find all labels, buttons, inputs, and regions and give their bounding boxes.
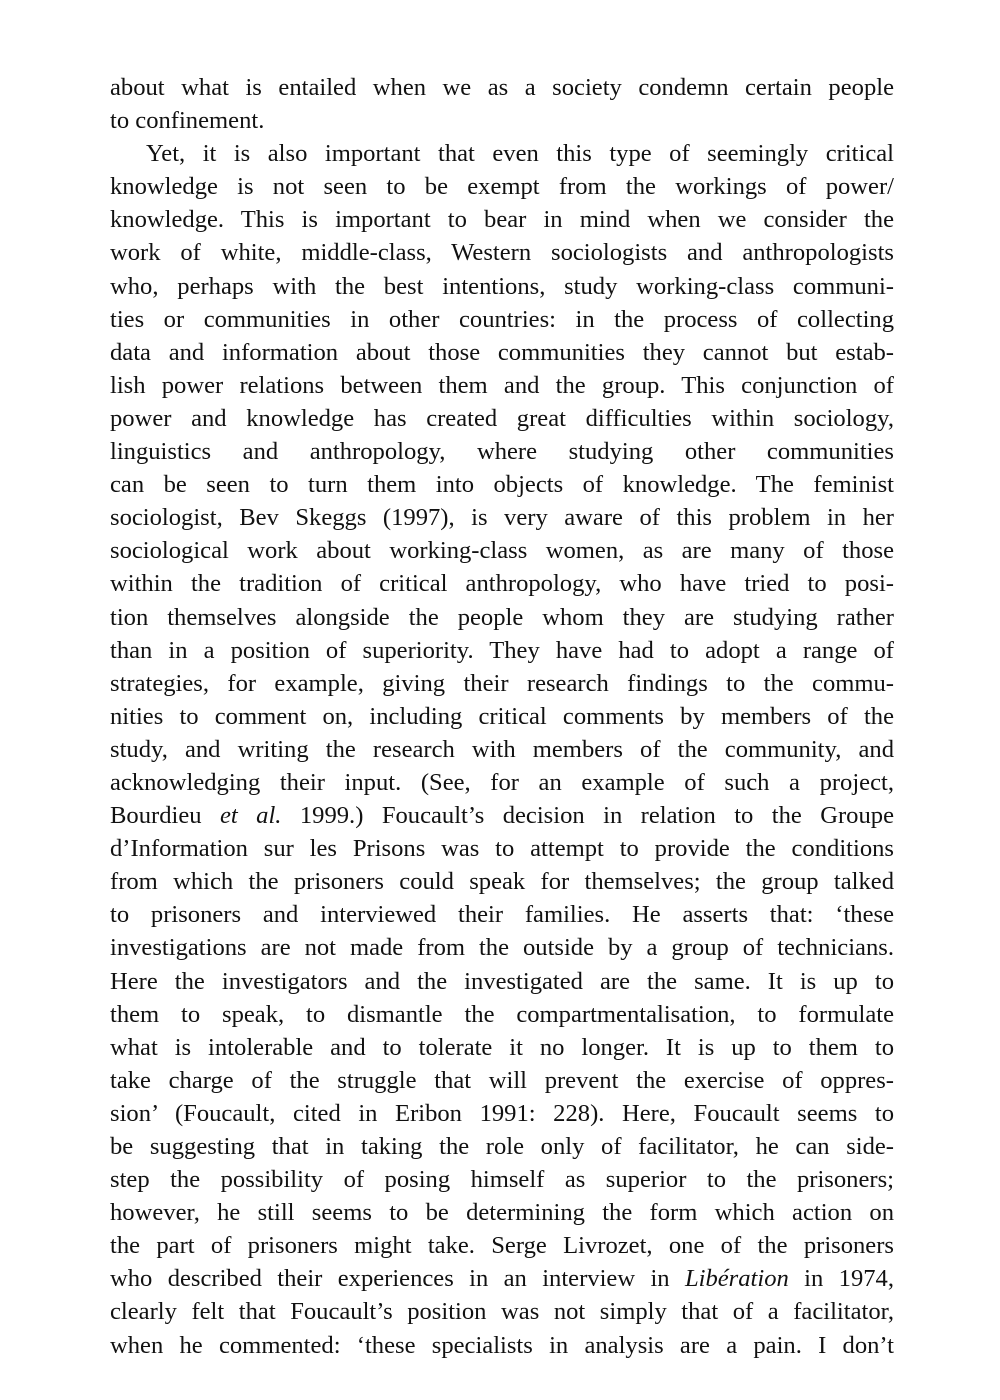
text-line: the part of prisoners might take. Serge Livrozet, one of the prisoners [110,1232,894,1260]
text-line [110,1262,894,1295]
italic-text-run: et al. [219,802,282,830]
text-line: acknowledging their input. (See, for an example of such a project, [110,768,894,796]
text-line: Here the investigators and the investigated are the same. It is up to [110,967,894,995]
document-page [110,71,894,1389]
text-line: ties or communities in other countries: in the process of collecting [110,305,894,333]
text-line: to confinement. [110,107,265,135]
text-line: strategies, for example, giving their research findings to the commu- [110,669,894,697]
text-line: sociologist, Bev Skeggs (1997), is very aware of this problem in her [110,504,894,532]
text-line: than in a position of superiority. They have had to adopt a range of [110,636,894,664]
text-line: lish power relations between them and the group. This conjunction of [110,371,894,399]
text-line: work of white, middle-class, Western sociologists and anthropologists [110,239,894,267]
text-line: can be seen to turn them into objects of knowledge. The feminist [110,471,894,499]
text-line: data and information about those communities they cannot but estab- [110,338,894,366]
text-line: sociological work about working-class women, as are many of those [110,537,894,565]
text-line: about what is entailed when we as a society condemn certain people [110,74,894,101]
text-line: clearly felt that Foucault’s position was not simply that of a facilitator, [110,1298,894,1326]
text-line: tion themselves alongside the people whom they are studying rather [110,603,894,631]
text-line: what is intolerable and to tolerate it no longer. It is up to them to [110,1033,894,1061]
text-line: knowledge. This is important to bear in mind when we consider the [110,206,894,234]
text-line: investigations are not made from the outside by a group of technicians. [110,934,894,962]
text-run: in 1974, [788,1265,894,1293]
text-line [110,799,894,832]
text-run: Bourdieu [110,802,220,830]
text-line: nities to comment on, including critical comments by members of the [110,702,894,730]
text-line: sion’ (Foucault, cited in Eribon 1991: 228). Here, Foucault seems to [110,1099,894,1127]
text-line: d’Information sur les Prisons was to attempt to provide the conditions [110,835,894,863]
text-line: however, he still seems to be determining the form which action on [110,1199,894,1227]
text-line: be suggesting that in taking the role only of facilitator, he can side- [110,1133,894,1160]
text-line: them to speak, to dismantle the compartmentalisation, to formulate [110,1000,894,1028]
text-line: from which the prisoners could speak for themselves; the group talked [110,868,894,896]
text-line: knowledge is not seen to be exempt from the workings of power/ [110,173,894,201]
text-line: to prisoners and interviewed their families. He asserts that: ‘these [110,901,894,929]
italic-text-run: Libération [684,1265,789,1293]
text-run: who described their experiences in an interview in [110,1265,685,1293]
text-line: step the possibility of posing himself as superior to the prisoners; [110,1166,894,1194]
text-line: Yet, it is also important that even this type of seemingly critical [146,140,894,168]
text-line: take charge of the struggle that will prevent the exercise of oppres- [110,1066,894,1094]
text-line: study, and writing the research with members of the community, and [110,735,894,763]
text-run: 1999.) Foucault’s decision in relation to the Groupe [281,802,894,830]
text-line: power and knowledge has created great difficulties within sociology, [110,404,894,432]
text-line: within the tradition of critical anthropology, who have tried to posi- [110,570,894,598]
text-line: who, perhaps with the best intentions, study working-class communi- [110,272,894,300]
text-line: linguistics and anthropology, where studying other communities [110,438,894,466]
text-line: when he commented: ‘these specialists in analysis are a pain. I don’t [110,1331,894,1359]
